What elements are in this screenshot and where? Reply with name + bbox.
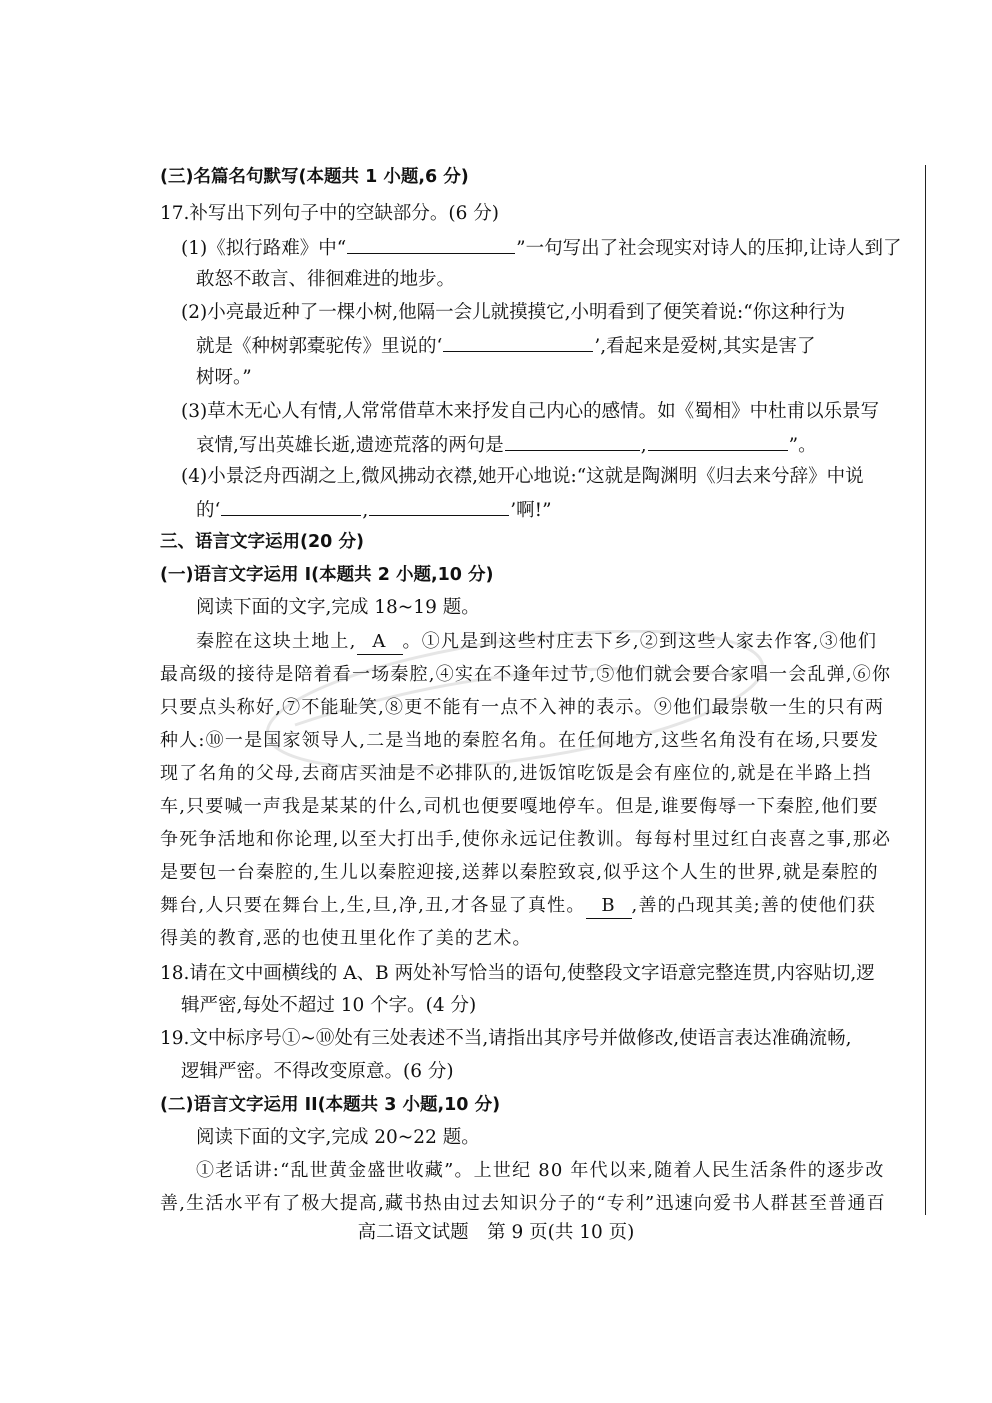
subsection-title-language-use-2: (二)语言文字运用 II(本题共 3 小题,10 分)	[160, 1095, 501, 1115]
answer-blank[interactable]	[369, 497, 509, 516]
passage-line: 种人:⑩一是国家领导人,二是当地的秦腔名角。在任何地方,这些名角没有在场,只要发	[160, 730, 880, 751]
passage-line: 秦腔在这块土地上, A 。①凡是到这些村庄去下乡,②到这些人家去作客,③他们	[196, 630, 877, 655]
question-19-cont: 逻辑严密。不得改变原意。(6 分)	[181, 1061, 454, 1082]
question-17-item-2: (2)小亮最近种了一棵小树,他隔一会儿就摸摸它,小明看到了便笑着说:“你这种行为	[181, 302, 846, 323]
answer-blank[interactable]	[221, 497, 361, 516]
part-title-language-use: 三、语言文字运用(20 分)	[160, 532, 364, 552]
subsection-title-language-use-1: (一)语言文字运用 I(本题共 2 小题,10 分)	[160, 565, 494, 585]
question-17-item-1-cont: 敢怒不敢言、徘徊难进的地步。	[196, 269, 456, 290]
passage-line: 只要点头称好,⑦不能耻笑,⑧更不能有一点不入神的表示。⑨他们最崇敬一生的只有两	[160, 697, 885, 718]
question-17-item-4-cont: 的‘ , ’啊!”	[196, 497, 552, 523]
question-19: 19.文中标序号①~⑩处有三处表述不当,请指出其序号并做修改,使语言表达准确流畅,	[160, 1028, 852, 1049]
question-18-cont: 辑严密,每处不超过 10 个字。(4 分)	[181, 995, 477, 1016]
reading-instruction-18-19: 阅读下面的文字,完成 18~19 题。	[196, 597, 480, 618]
question-17-item-2-end: 树呀。”	[196, 367, 252, 388]
margin-rule	[925, 165, 926, 1215]
question-17-item-3-cont: 哀情,写出英雄长逝,遗迹荒落的两句是 , ”。	[196, 432, 817, 458]
passage-line: 现了名角的父母,去商店买油是不必排队的,进饭馆吃饭是会有座位的,就是在半路上挡	[160, 763, 872, 784]
passage-line: 舞台,人只要在舞台上,生,旦,净,丑,才各显了真性。 B ,善的凸现其美;善的使他们获	[160, 894, 876, 919]
question-17-item-4: (4)小景泛舟西湖之上,微风拂动衣襟,她开心地说:“这就是陶渊明《归去来兮辞》中说	[181, 466, 864, 487]
page-footer: 高二语文试题 第 9 页(共 10 页)	[357, 1222, 635, 1243]
question-17-item-3: (3)草木无心人有情,人常常借草木来抒发自己内心的感情。如《蜀相》中杜甫以乐景写	[181, 401, 880, 422]
blank-b[interactable]: B	[586, 894, 632, 919]
answer-blank[interactable]	[505, 432, 640, 451]
reading-instruction-20-22: 阅读下面的文字,完成 20~22 题。	[196, 1127, 480, 1148]
question-17-item-2-cont: 就是《种树郭橐驼传》里说的‘ ’,看起来是爱树,其实是害了	[196, 333, 816, 359]
question-18: 18.请在文中画横线的 A、B 两处补写恰当的语句,使整段文字语意完整连贯,内容贴切,逻	[160, 963, 875, 984]
section-title-famous-lines: (三)名篇名句默写(本题共 1 小题,6 分)	[160, 167, 469, 187]
answer-blank[interactable]	[648, 432, 788, 451]
passage-line: 是要包一台秦腔的,生儿以秦腔迎接,送葬以秦腔致哀,似乎这个人生的世界,就是秦腔的	[160, 862, 879, 883]
answer-blank[interactable]	[443, 333, 593, 352]
passage-line: 最高级的接待是陪着看一场秦腔,④实在不逢年过节,⑤他们就会要合家唱一会乱弹,⑥你	[160, 664, 892, 685]
question-17-item-1: (1)《拟行路难》中“ ”一句写出了社会现实对诗人的压抑,让诗人到了	[181, 235, 902, 261]
answer-blank[interactable]	[347, 235, 515, 254]
blank-a[interactable]: A	[357, 630, 403, 655]
passage-line: ①老话讲:“乱世黄金盛世收藏”。上世纪 80 年代以来,随着人民生活条件的逐步改	[196, 1160, 885, 1181]
passage-line: 得美的教育,恶的也使丑里化作了美的艺术。	[160, 928, 532, 949]
passage-line: 车,只要喊一声我是某某的什么,司机也便要嘎地停车。但是,谁要侮辱一下秦腔,他们要	[160, 796, 879, 817]
question-17-stem: 17.补写出下列句子中的空缺部分。(6 分)	[160, 203, 500, 224]
passage-line: 善,生活水平有了极大提高,藏书热由过去知识分子的“专利”迅速向爱书人群甚至普通百	[160, 1193, 886, 1214]
passage-line: 争死争活地和你论理,以至大打出手,使你永远记住教训。每每村里过红白丧喜之事,那必	[160, 829, 892, 850]
